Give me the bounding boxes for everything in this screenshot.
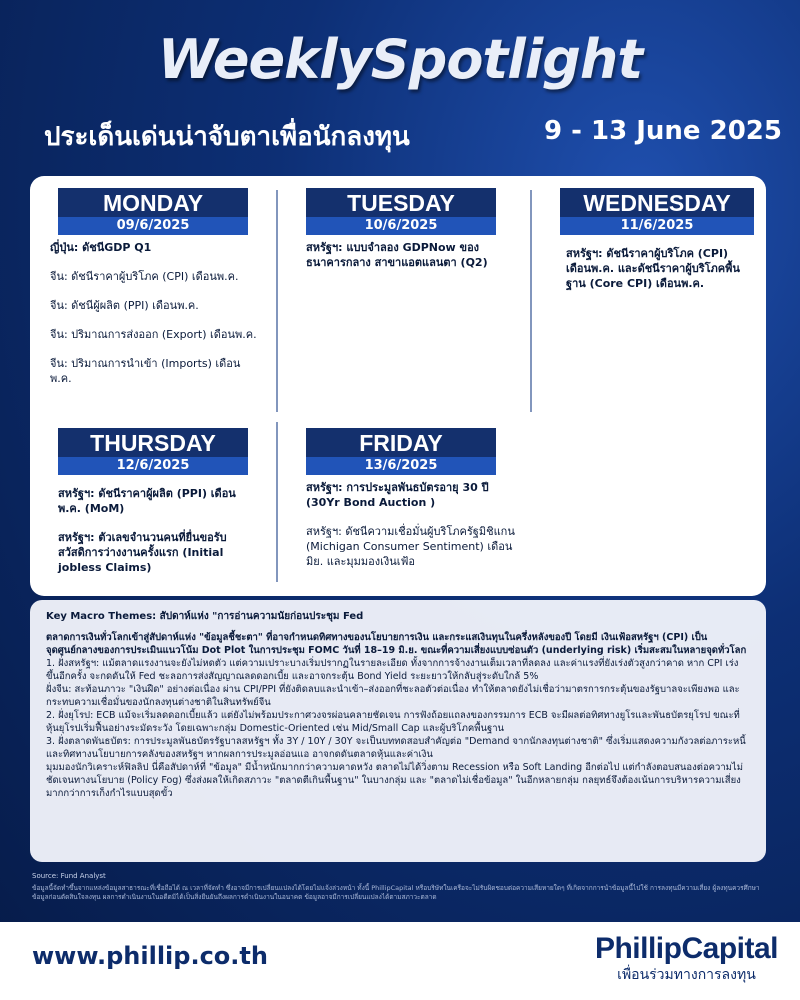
day-items-wednesday [566, 246, 756, 305]
list-item: สหรัฐฯ: การประมูลพันธบัตรอายุ 30 ปี (30Yr Bond Auction ) [306, 481, 489, 509]
source-note: Source: Fund Analyst [32, 872, 106, 880]
macro-title: Key Macro Themes: สัปดาห์แห่ง "การอ่านความนัยก่อนประชุม Fed [46, 611, 364, 622]
divider [276, 190, 278, 412]
macro-paragraph: มุมมองนักวิเคราะห์ฟิลลิป นี่คือสัปดาห์ที่ "ข้อมูล" มีน้ำหนักมากกว่าความคาดหวัง ตลาดไม่ได้วิ่งตาม Recession หรือ Soft Landing อีกต่อไป แต่กำลังตอบสนองต่อความไม่ชัดเจนทางนโยบาย (Policy Fog) ซึ่งส่งผลให้เกิดสภาวะ "ตลาดตีเกินพื้นฐาน" ในบางกลุ่ม และ "ตลาดไม่เชื่อข้อมูล" ในอีกหลายกลุ่ม กลยุทธ์จึงต้องเน้นการบริหารความเสี่ยงมากกว่าการเก็งกำไรแบบสุดขั้ว [46, 762, 743, 799]
day-name: WEDNESDAY [583, 190, 731, 216]
list-item: จีน: ปริมาณการนำเข้า (Imports) เดือนพ.ค. [50, 357, 241, 385]
day-date: 13/6/2025 [364, 458, 438, 473]
day-date: 10/6/2025 [364, 218, 438, 233]
macro-paragraph: 3. ฝั่งตลาดพันธบัตร: การประมูลพันธบัตรรัฐบาลสหรัฐฯ ทั้ง 3Y / 10Y / 30Y จะเป็นบททดสอบสำคัญต่อ "Demand จากนักลงทุนต่างชาติ" ซึ่งเริ่มแสดงความกังวลต่อภาระหนี้และทิศทางนโยบายการคลังของสหรัฐฯ หากผลการประมูลอ่อนแอ อาจกดดันตลาดหุ้นและค่าเงิน [46, 736, 746, 760]
day-name: THURSDAY [90, 430, 216, 456]
disclaimer: ข้อมูลนี้จัดทำขึ้นจากแหล่งข้อมูลสาธารณะที่เชื่อถือได้ ณ เวลาที่จัดทำ ซึ่งอาจมีการเปลี่ยนแปลงได้โดยไม่แจ้งล่วงหน้า ทั้งนี้ PhillipCapital หรือบริษัทในเครือจะไม่รับผิดชอบต่อความเสียหายใดๆ ที่เกิดจากการนำข้อมูลนี้ไปใช้ การลงทุนมีความเสี่ยง ผู้ลงทุนควรศึกษาข้อมูลก่อนตัดสินใจลงทุน ผลการดำเนินงานในอดีตมิได้เป็นสิ่งยืนยันถึงผลการดำเนินงานในอนาคต ข้อมูลอาจมีการเปลี่ยนแปลงได้ตามสภาวะตลาด [32, 884, 760, 901]
week-dates: 9 - 13 June 2025 [544, 116, 782, 146]
day-items-monday [50, 240, 260, 400]
day-date: 12/6/2025 [116, 458, 190, 473]
day-date: 11/6/2025 [620, 218, 694, 233]
macro-paragraph: ฝั่งจีน: สะท้อนภาวะ "เงินฝืด" อย่างต่อเนื่อง ผ่าน CPI/PPI ที่ยังติดลบและนำเข้า–ส่งออกที่ชะลอตัวต่อเนื่อง ทำให้ตลาดยังไม่เชื่อว่ามาตรการกระตุ้นของรัฐบาลจะเพียงพอ และกระทบความเชื่อมั่นของนักลงทุนต่างชาติในสินทรัพย์จีน [46, 684, 740, 708]
brand-tagline: เพื่อนร่วมทางการลงทุน [617, 967, 756, 983]
day-items-friday [306, 480, 516, 583]
list-item: สหรัฐฯ: ดัชนีความเชื่อมั่นผู้บริโภครัฐมิชิแกน (Michigan Consumer Sentiment) เดือนมิย. และมุมมองเงินเฟ้อ [306, 525, 515, 568]
macro-paragraph: 1. ฝั่งสหรัฐฯ: แม้ตลาดแรงงานจะยังไม่หดตัว แต่ความเปราะบางเริ่มปรากฏในรายละเอียด ทั้งจากการจ้างงานเต็มเวลาที่ลดลง และค่าแรงที่ยังเร่งตัวสูงกว่าคาด หาก CPI เร่งขึ้นอีกครั้ง จะกดดันให้ Fed ชะลอการส่งสัญญาณลดดอกเบี้ย และอาจกระตุ้น Bond Yield ระยะยาวให้กลับสู่ระดับใกล้ 5% [46, 658, 739, 682]
day-items-tuesday [306, 240, 516, 284]
page-subtitle: ประเด็นเด่นน่าจับตาเพื่อนักลงทุน [44, 122, 410, 152]
day-name: MONDAY [102, 190, 204, 216]
divider [276, 422, 278, 582]
day-header-wednesday [560, 188, 754, 235]
list-item: สหรัฐฯ: ดัชนีราคาผู้บริโภค (CPI) เดือนพ.ค. และดัชนีราคาผู้บริโภคพื้นฐาน (Core CPI) เดือนพ.ค. [566, 247, 740, 290]
list-item: สหรัฐฯ: ตัวเลขจำนวนคนที่ยื่นขอรับสวัสดิการว่างงานครั้งแรก (Initial jobless Claims) [58, 531, 227, 574]
footer [0, 922, 800, 1000]
day-header-thursday [58, 428, 248, 475]
divider [530, 190, 532, 412]
list-item: สหรัฐฯ: แบบจำลอง GDPNow ของธนาคารกลาง สาขาแอตแลนตา (Q2) [306, 241, 488, 269]
brand-name: PhillipCapital [594, 932, 778, 965]
day-name: TUESDAY [347, 190, 455, 216]
day-name: FRIDAY [359, 430, 443, 456]
list-item: จีน: ปริมาณการส่งออก (Export) เดือนพ.ค. [50, 328, 257, 341]
list-item: ญี่ปุ่น: ดัชนีGDP Q1 [50, 241, 152, 254]
list-item: สหรัฐฯ: ดัชนีราคาผู้ผลิต (PPI) เดือนพ.ค. (MoM) [58, 487, 236, 515]
list-item: จีน: ดัชนีผู้ผลิต (PPI) เดือนพ.ค. [50, 299, 199, 312]
macro-intro: ตลาดการเงินทั่วโลกเข้าสู่สัปดาห์แห่ง "ข้อมูลชี้ชะตา" ที่อาจกำหนดทิศทางของนโยบายการเงิน และกระแสเงินทุนในครึ่งหลังของปี โดยมี เงินเฟ้อสหรัฐฯ (CPI) เป็นจุดศูนย์กลางของการประเมินแนวโน้ม Dot Plot ในการประชุม FOMC วันที่ 18–19 มิ.ย. ขณะที่ความเสี่ยงแบบซ่อนตัว (underlying risk) เริ่มสะสมในหลายจุดทั่วโลก [46, 632, 747, 656]
macro-paragraph: 2. ฝั่งยุโรป: ECB แม้จะเริ่มลดดอกเบี้ยแล้ว แต่ยังไม่พร้อมประกาศวงจรผ่อนคลายชัดเจน การฟังถ้อยแถลงของกรรมการ ECB จะมีผลต่อทิศทางยูโรและพันธบัตรยุโรป ขณะที่หุ้นยุโรปเริ่มฟื้นอย่างระมัดระวัง โดยเฉพาะกลุ่ม Domestic-Oriented เช่น Mid/Small Cap และผู้บริโภคพื้นฐาน [46, 710, 740, 734]
macro-themes-box [30, 600, 766, 862]
day-header-tuesday [306, 188, 496, 235]
title-wrap [0, 28, 800, 91]
day-items-thursday [58, 486, 258, 589]
day-header-friday [306, 428, 496, 475]
brand-logo [595, 932, 778, 986]
list-item: จีน: ดัชนีราคาผู้บริโภค (CPI) เดือนพ.ค. [50, 270, 239, 283]
page-title: WeeklySpotlight [157, 28, 643, 91]
day-header-monday [58, 188, 248, 235]
website-link[interactable]: www.phillip.co.th [32, 942, 268, 970]
day-date: 09/6/2025 [116, 218, 190, 233]
